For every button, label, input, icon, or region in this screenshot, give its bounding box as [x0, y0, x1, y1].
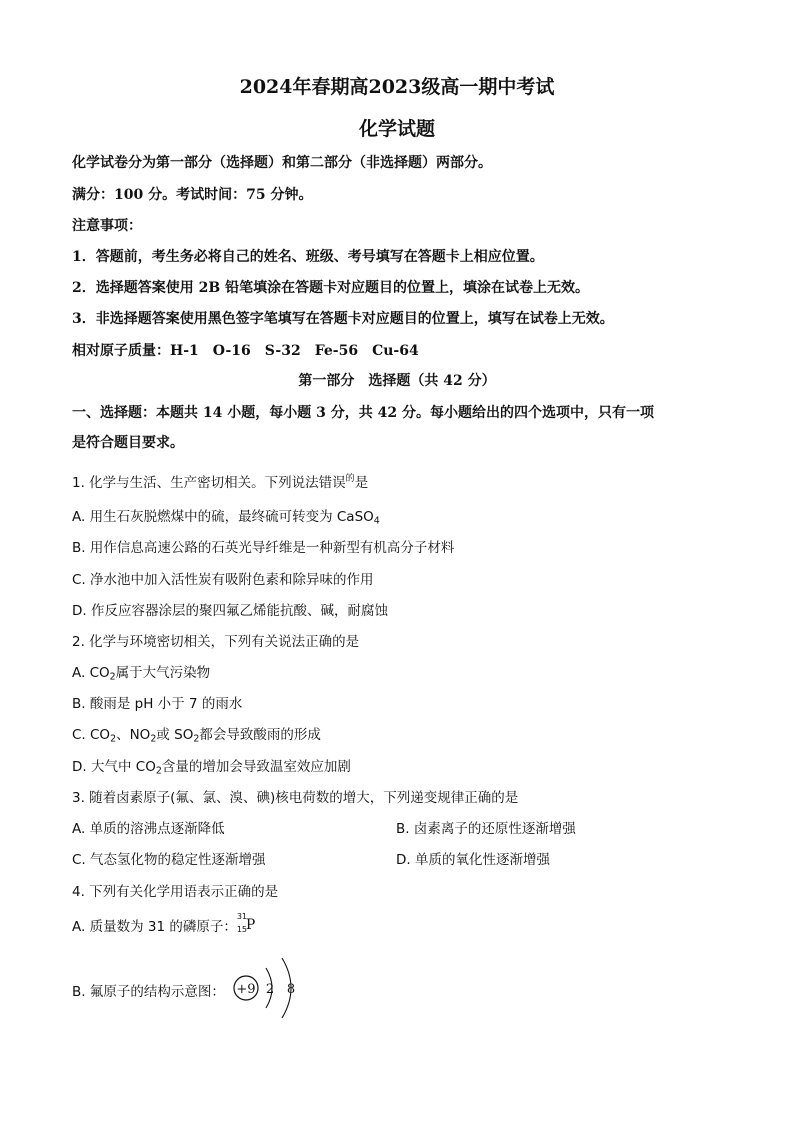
q4-option-a-text: A. 质量数为 31 的磷原子：: [72, 919, 237, 935]
nuclide-mass-number: 31: [236, 912, 248, 921]
q2-option-d-pre: D. 大气中 CO: [72, 759, 156, 775]
notice-item-1: 1．答题前，考生务必将自己的姓名、班级、考号填写在答题卡上相应位置。: [72, 249, 544, 265]
nuclide-atomic-number: 15: [236, 925, 248, 934]
intro-line-1: 化学试卷分为第一部分（选择题）和第二部分（非选择题）两部分。: [72, 155, 492, 171]
part1-heading: 第一部分 选择题（共 42 分）: [298, 373, 496, 389]
exam-subtitle: 化学试题: [358, 118, 435, 140]
nucleus-charge: +9: [236, 982, 256, 997]
q3-option-b: B. 卤素离子的还原性逐渐增强: [396, 821, 576, 837]
q3-stem: 3. 随着卤素原子(氟、氯、溴、碘)核电荷数的增大，下列递变规律正确的是: [72, 790, 519, 806]
shell-2-electrons: 8: [286, 982, 296, 997]
q1-option-d: D. 作反应容器涂层的聚四氟乙烯能抗酸、碱，耐腐蚀: [72, 603, 388, 619]
part1-instruction-2: 是符合题目要求。: [72, 435, 184, 451]
q2-option-c-sub1: 2: [110, 733, 117, 745]
atomic-mass-line: 相对原子质量：H-1 O-16 S-32 Fe-56 Cu-64: [72, 343, 419, 359]
part1-instruction-1: 一、选择题：本题共 14 小题，每小题 3 分，共 42 分。每小题给出的四个选项中，只有一项: [72, 405, 654, 421]
notice-item-2: 2．选择题答案使用 2B 铅笔填涂在答题卡对应题目的位置上，填涂在试卷上无效。: [72, 280, 590, 296]
q2-option-a-post: 属于大气污染物: [115, 665, 211, 681]
notice-title: 注意事项：: [72, 218, 142, 234]
q1-option-a-text: A. 用生石灰脱燃煤中的硫，最终硫可转变为 CaSO: [72, 509, 374, 525]
q2-option-c-post: 都会导致酸雨的形成: [199, 727, 321, 743]
q4-option-a: [72, 912, 259, 935]
exam-title: 2024年春期高2023级高一期中考试: [239, 76, 555, 98]
q2-stem: 2. 化学与环境密切相关，下列有关说法正确的是: [72, 634, 360, 650]
notice-item-3: 3．非选择题答案使用黑色签字笔填写在答题卡对应题目的位置上，填写在试卷上无效。: [72, 311, 614, 327]
q2-option-d-sub: 2: [155, 765, 162, 777]
q4-option-b: B. 氟原子的结构示意图：: [72, 984, 225, 1000]
q2-option-a-sub: 2: [109, 671, 116, 683]
q1-option-a: [72, 505, 380, 525]
q3-option-a: A. 单质的溶沸点逐渐降低: [72, 821, 225, 837]
q1-stem: [72, 471, 368, 491]
q3-option-c: C. 气态氢化物的稳定性逐渐增强: [72, 852, 266, 868]
q3-option-d: D. 单质的氧化性逐渐增强: [396, 852, 550, 868]
fluorine-structure-diagram: [232, 952, 312, 1024]
q4-stem: 4. 下列有关化学用语表示正确的是: [72, 884, 279, 900]
nuclide-element: P: [245, 917, 256, 933]
shell-1-electrons: 2: [265, 982, 275, 997]
q1-stem-text: 1. 化学与生活、生产密切相关。下列说法错误: [72, 475, 346, 491]
q2-option-c-sub3: 2: [193, 733, 200, 745]
q2-option-c-pre: C. CO: [72, 727, 111, 743]
q2-option-c-mid2: 或 SO: [156, 727, 194, 743]
q2-option-d-post: 含量的增加会导致温室效应加剧: [161, 759, 351, 775]
intro-line-2: 满分：100 分。考试时间：75 分钟。: [72, 187, 313, 203]
phosphorus-nuclide-symbol: [236, 912, 259, 934]
q2-option-c-mid1: 、NO: [116, 727, 151, 743]
q2-option-a: [72, 661, 210, 681]
q2-option-b: B. 酸雨是 pH 小于 7 的雨水: [72, 696, 243, 712]
q1-stem-tail: 是: [354, 475, 369, 491]
q2-option-a-pre: A. CO: [72, 665, 110, 681]
q1-stem-mark: 的: [345, 474, 355, 484]
q1-option-a-sub: 4: [373, 515, 380, 527]
q2-option-d: [72, 755, 351, 775]
q2-option-c-sub2: 2: [150, 733, 157, 745]
q2-option-c: [72, 723, 321, 743]
q1-option-c: C. 净水池中加入活性炭有吸附色素和除异味的作用: [72, 572, 374, 588]
q1-option-b: B. 用作信息高速公路的石英光导纤维是一种新型有机高分子材料: [72, 540, 455, 556]
